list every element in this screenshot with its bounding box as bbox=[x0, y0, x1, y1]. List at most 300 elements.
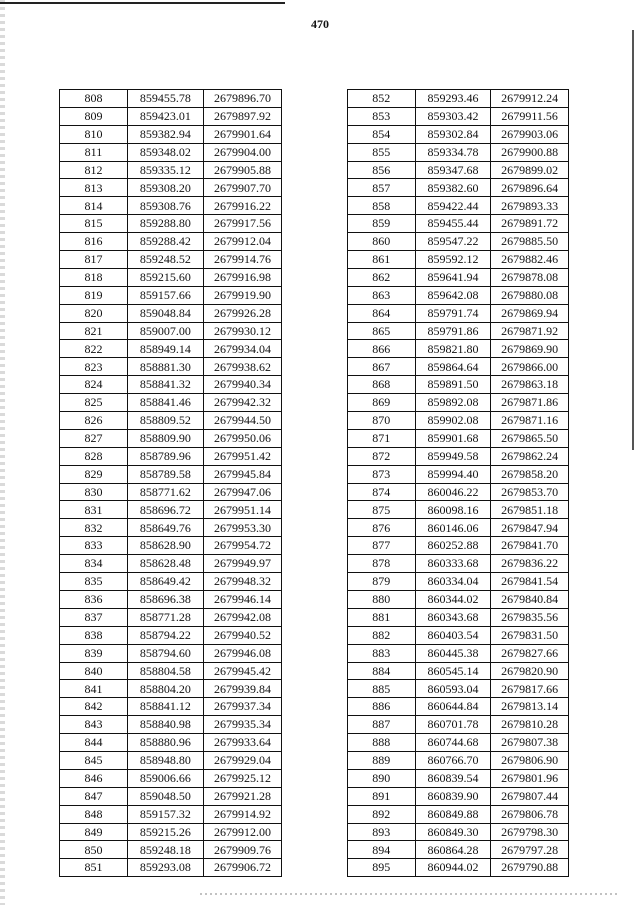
x-coordinate-cell: 858809.90 bbox=[127, 429, 203, 447]
point-number-cell: 840 bbox=[60, 662, 128, 680]
point-number-cell: 864 bbox=[348, 304, 416, 322]
point-number-cell: 844 bbox=[60, 734, 128, 752]
point-number-cell: 859 bbox=[348, 215, 416, 233]
point-number-cell: 815 bbox=[60, 215, 128, 233]
y-coordinate-cell: 2679835.56 bbox=[491, 608, 569, 626]
x-coordinate-cell: 860334.04 bbox=[415, 573, 491, 591]
y-coordinate-cell: 2679853.70 bbox=[491, 483, 569, 501]
y-coordinate-cell: 2679798.30 bbox=[491, 823, 569, 841]
x-coordinate-cell: 859864.64 bbox=[415, 358, 491, 376]
point-number-cell: 842 bbox=[60, 698, 128, 716]
table-row bbox=[60, 215, 282, 233]
point-number-cell: 886 bbox=[348, 698, 416, 716]
table-row bbox=[348, 412, 569, 430]
x-coordinate-cell: 860445.38 bbox=[415, 644, 491, 662]
point-number-cell: 860 bbox=[348, 233, 416, 251]
y-coordinate-cell: 2679878.08 bbox=[491, 268, 569, 286]
table-row bbox=[60, 841, 282, 859]
table-row bbox=[60, 626, 282, 644]
table-row bbox=[60, 734, 282, 752]
table-row bbox=[60, 519, 282, 537]
point-number-cell: 887 bbox=[348, 716, 416, 734]
point-number-cell: 846 bbox=[60, 769, 128, 787]
table-row bbox=[348, 519, 569, 537]
x-coordinate-cell: 859302.84 bbox=[415, 125, 491, 143]
point-number-cell: 888 bbox=[348, 734, 416, 752]
point-number-cell: 818 bbox=[60, 268, 128, 286]
point-number-cell: 829 bbox=[60, 465, 128, 483]
table-row bbox=[60, 680, 282, 698]
y-coordinate-cell: 2679813.14 bbox=[491, 698, 569, 716]
point-number-cell: 853 bbox=[348, 107, 416, 125]
x-coordinate-cell: 860644.84 bbox=[415, 698, 491, 716]
y-coordinate-cell: 2679869.94 bbox=[491, 304, 569, 322]
point-number-cell: 822 bbox=[60, 340, 128, 358]
table-row bbox=[348, 125, 569, 143]
y-coordinate-cell: 2679914.76 bbox=[203, 251, 281, 269]
point-number-cell: 831 bbox=[60, 501, 128, 519]
y-coordinate-cell: 2679866.00 bbox=[491, 358, 569, 376]
y-coordinate-cell: 2679841.70 bbox=[491, 537, 569, 555]
x-coordinate-cell: 860864.28 bbox=[415, 841, 491, 859]
y-coordinate-cell: 2679942.32 bbox=[203, 394, 281, 412]
x-coordinate-cell: 859293.08 bbox=[127, 859, 203, 877]
y-coordinate-cell: 2679917.56 bbox=[203, 215, 281, 233]
x-coordinate-cell: 858881.30 bbox=[127, 358, 203, 376]
y-coordinate-cell: 2679954.72 bbox=[203, 537, 281, 555]
point-number-cell: 830 bbox=[60, 483, 128, 501]
table-row bbox=[348, 805, 569, 823]
table-row bbox=[60, 823, 282, 841]
y-coordinate-cell: 2679905.88 bbox=[203, 161, 281, 179]
point-number-cell: 848 bbox=[60, 805, 128, 823]
point-number-cell: 825 bbox=[60, 394, 128, 412]
table-row bbox=[60, 143, 282, 161]
table-row bbox=[60, 662, 282, 680]
x-coordinate-cell: 858948.80 bbox=[127, 751, 203, 769]
table-row bbox=[348, 680, 569, 698]
x-coordinate-cell: 860849.30 bbox=[415, 823, 491, 841]
scan-bottom-noise bbox=[200, 893, 620, 895]
table-row bbox=[60, 644, 282, 662]
point-number-cell: 819 bbox=[60, 286, 128, 304]
y-coordinate-cell: 2679899.02 bbox=[491, 161, 569, 179]
point-number-cell: 837 bbox=[60, 608, 128, 626]
x-coordinate-cell: 859334.78 bbox=[415, 143, 491, 161]
table-row bbox=[60, 412, 282, 430]
table-row bbox=[348, 268, 569, 286]
x-coordinate-cell: 859423.01 bbox=[127, 107, 203, 125]
x-coordinate-cell: 859048.50 bbox=[127, 787, 203, 805]
x-coordinate-cell: 858649.76 bbox=[127, 519, 203, 537]
table-row bbox=[60, 394, 282, 412]
point-number-cell: 851 bbox=[60, 859, 128, 877]
table-row bbox=[60, 268, 282, 286]
point-number-cell: 828 bbox=[60, 447, 128, 465]
y-coordinate-cell: 2679945.42 bbox=[203, 662, 281, 680]
point-number-cell: 820 bbox=[60, 304, 128, 322]
point-number-cell: 855 bbox=[348, 143, 416, 161]
point-number-cell: 838 bbox=[60, 626, 128, 644]
x-coordinate-cell: 860766.70 bbox=[415, 751, 491, 769]
x-coordinate-cell: 859382.60 bbox=[415, 179, 491, 197]
table-row bbox=[348, 107, 569, 125]
y-coordinate-cell: 2679810.28 bbox=[491, 716, 569, 734]
y-coordinate-cell: 2679925.12 bbox=[203, 769, 281, 787]
point-number-cell: 880 bbox=[348, 590, 416, 608]
table-row bbox=[348, 590, 569, 608]
y-coordinate-cell: 2679912.04 bbox=[203, 233, 281, 251]
x-coordinate-cell: 858804.58 bbox=[127, 662, 203, 680]
y-coordinate-cell: 2679885.50 bbox=[491, 233, 569, 251]
table-row bbox=[60, 859, 282, 877]
table-row bbox=[348, 465, 569, 483]
table-row bbox=[348, 537, 569, 555]
point-number-cell: 884 bbox=[348, 662, 416, 680]
point-number-cell: 872 bbox=[348, 447, 416, 465]
x-coordinate-cell: 859382.94 bbox=[127, 125, 203, 143]
y-coordinate-cell: 2679820.90 bbox=[491, 662, 569, 680]
y-coordinate-cell: 2679851.18 bbox=[491, 501, 569, 519]
y-coordinate-cell: 2679942.08 bbox=[203, 608, 281, 626]
point-number-cell: 869 bbox=[348, 394, 416, 412]
x-coordinate-cell: 859157.66 bbox=[127, 286, 203, 304]
table-row bbox=[60, 107, 282, 125]
point-number-cell: 885 bbox=[348, 680, 416, 698]
x-coordinate-cell: 859902.08 bbox=[415, 412, 491, 430]
x-coordinate-cell: 860252.88 bbox=[415, 537, 491, 555]
y-coordinate-cell: 2679871.86 bbox=[491, 394, 569, 412]
table-row bbox=[348, 429, 569, 447]
y-coordinate-cell: 2679836.22 bbox=[491, 555, 569, 573]
x-coordinate-cell: 858840.98 bbox=[127, 716, 203, 734]
scan-left-edge bbox=[0, 0, 5, 905]
x-coordinate-cell: 860146.06 bbox=[415, 519, 491, 537]
table-row bbox=[60, 376, 282, 394]
y-coordinate-cell: 2679911.56 bbox=[491, 107, 569, 125]
y-coordinate-cell: 2679937.34 bbox=[203, 698, 281, 716]
table-row bbox=[60, 161, 282, 179]
y-coordinate-cell: 2679903.06 bbox=[491, 125, 569, 143]
x-coordinate-cell: 859455.78 bbox=[127, 90, 203, 108]
x-coordinate-cell: 859308.20 bbox=[127, 179, 203, 197]
point-number-cell: 814 bbox=[60, 197, 128, 215]
x-coordinate-cell: 859547.22 bbox=[415, 233, 491, 251]
x-coordinate-cell: 859248.18 bbox=[127, 841, 203, 859]
x-coordinate-cell: 858794.22 bbox=[127, 626, 203, 644]
x-coordinate-cell: 858628.90 bbox=[127, 537, 203, 555]
header-rule bbox=[0, 2, 285, 4]
table-row bbox=[348, 447, 569, 465]
point-number-cell: 863 bbox=[348, 286, 416, 304]
point-number-cell: 889 bbox=[348, 751, 416, 769]
y-coordinate-cell: 2679916.22 bbox=[203, 197, 281, 215]
table-row bbox=[348, 716, 569, 734]
x-coordinate-cell: 860046.22 bbox=[415, 483, 491, 501]
point-number-cell: 823 bbox=[60, 358, 128, 376]
table-row bbox=[348, 573, 569, 591]
table-row bbox=[348, 698, 569, 716]
table-row bbox=[60, 769, 282, 787]
y-coordinate-cell: 2679900.88 bbox=[491, 143, 569, 161]
coordinates-table-left-body bbox=[60, 90, 282, 877]
y-coordinate-cell: 2679940.52 bbox=[203, 626, 281, 644]
point-number-cell: 854 bbox=[348, 125, 416, 143]
point-number-cell: 821 bbox=[60, 322, 128, 340]
table-row bbox=[60, 698, 282, 716]
x-coordinate-cell: 859215.60 bbox=[127, 268, 203, 286]
table-row bbox=[60, 590, 282, 608]
y-coordinate-cell: 2679926.28 bbox=[203, 304, 281, 322]
table-row bbox=[60, 197, 282, 215]
table-row bbox=[348, 501, 569, 519]
point-number-cell: 817 bbox=[60, 251, 128, 269]
point-number-cell: 834 bbox=[60, 555, 128, 573]
y-coordinate-cell: 2679930.12 bbox=[203, 322, 281, 340]
table-row bbox=[60, 429, 282, 447]
table-row bbox=[60, 805, 282, 823]
x-coordinate-cell: 858841.12 bbox=[127, 698, 203, 716]
x-coordinate-cell: 860839.54 bbox=[415, 769, 491, 787]
point-number-cell: 862 bbox=[348, 268, 416, 286]
point-number-cell: 878 bbox=[348, 555, 416, 573]
point-number-cell: 879 bbox=[348, 573, 416, 591]
y-coordinate-cell: 2679907.70 bbox=[203, 179, 281, 197]
point-number-cell: 850 bbox=[60, 841, 128, 859]
y-coordinate-cell: 2679840.84 bbox=[491, 590, 569, 608]
table-row bbox=[348, 376, 569, 394]
coordinates-table-right bbox=[347, 89, 569, 877]
table-row bbox=[348, 644, 569, 662]
x-coordinate-cell: 859891.50 bbox=[415, 376, 491, 394]
point-number-cell: 827 bbox=[60, 429, 128, 447]
point-number-cell: 808 bbox=[60, 90, 128, 108]
x-coordinate-cell: 860593.04 bbox=[415, 680, 491, 698]
y-coordinate-cell: 2679953.30 bbox=[203, 519, 281, 537]
point-number-cell: 881 bbox=[348, 608, 416, 626]
x-coordinate-cell: 859592.12 bbox=[415, 251, 491, 269]
x-coordinate-cell: 859308.76 bbox=[127, 197, 203, 215]
table-row bbox=[60, 608, 282, 626]
point-number-cell: 835 bbox=[60, 573, 128, 591]
x-coordinate-cell: 859994.40 bbox=[415, 465, 491, 483]
point-number-cell: 873 bbox=[348, 465, 416, 483]
x-coordinate-cell: 858628.48 bbox=[127, 555, 203, 573]
point-number-cell: 832 bbox=[60, 519, 128, 537]
x-coordinate-cell: 858771.28 bbox=[127, 608, 203, 626]
point-number-cell: 852 bbox=[348, 90, 416, 108]
y-coordinate-cell: 2679901.64 bbox=[203, 125, 281, 143]
x-coordinate-cell: 860098.16 bbox=[415, 501, 491, 519]
coordinates-table-right-body bbox=[348, 90, 569, 877]
x-coordinate-cell: 858809.52 bbox=[127, 412, 203, 430]
y-coordinate-cell: 2679950.06 bbox=[203, 429, 281, 447]
y-coordinate-cell: 2679806.78 bbox=[491, 805, 569, 823]
x-coordinate-cell: 860744.68 bbox=[415, 734, 491, 752]
y-coordinate-cell: 2679948.32 bbox=[203, 573, 281, 591]
y-coordinate-cell: 2679939.84 bbox=[203, 680, 281, 698]
y-coordinate-cell: 2679817.66 bbox=[491, 680, 569, 698]
point-number-cell: 883 bbox=[348, 644, 416, 662]
x-coordinate-cell: 859303.42 bbox=[415, 107, 491, 125]
y-coordinate-cell: 2679869.90 bbox=[491, 340, 569, 358]
table-row bbox=[348, 179, 569, 197]
table-row bbox=[60, 322, 282, 340]
x-coordinate-cell: 858841.32 bbox=[127, 376, 203, 394]
table-row bbox=[348, 251, 569, 269]
y-coordinate-cell: 2679914.92 bbox=[203, 805, 281, 823]
point-number-cell: 861 bbox=[348, 251, 416, 269]
y-coordinate-cell: 2679904.00 bbox=[203, 143, 281, 161]
y-coordinate-cell: 2679827.66 bbox=[491, 644, 569, 662]
table-row bbox=[60, 447, 282, 465]
x-coordinate-cell: 858771.62 bbox=[127, 483, 203, 501]
x-coordinate-cell: 858880.96 bbox=[127, 734, 203, 752]
y-coordinate-cell: 2679807.38 bbox=[491, 734, 569, 752]
point-number-cell: 875 bbox=[348, 501, 416, 519]
point-number-cell: 843 bbox=[60, 716, 128, 734]
table-row bbox=[60, 233, 282, 251]
table-row bbox=[348, 322, 569, 340]
y-coordinate-cell: 2679882.46 bbox=[491, 251, 569, 269]
point-number-cell: 836 bbox=[60, 590, 128, 608]
y-coordinate-cell: 2679949.97 bbox=[203, 555, 281, 573]
table-row bbox=[60, 555, 282, 573]
coordinates-table-left bbox=[59, 89, 282, 877]
y-coordinate-cell: 2679946.08 bbox=[203, 644, 281, 662]
point-number-cell: 845 bbox=[60, 751, 128, 769]
y-coordinate-cell: 2679944.50 bbox=[203, 412, 281, 430]
y-coordinate-cell: 2679858.20 bbox=[491, 465, 569, 483]
table-row bbox=[60, 304, 282, 322]
y-coordinate-cell: 2679893.33 bbox=[491, 197, 569, 215]
y-coordinate-cell: 2679921.28 bbox=[203, 787, 281, 805]
point-number-cell: 891 bbox=[348, 787, 416, 805]
table-row bbox=[60, 179, 282, 197]
x-coordinate-cell: 860343.68 bbox=[415, 608, 491, 626]
x-coordinate-cell: 860403.54 bbox=[415, 626, 491, 644]
table-row bbox=[348, 751, 569, 769]
y-coordinate-cell: 2679909.76 bbox=[203, 841, 281, 859]
point-number-cell: 892 bbox=[348, 805, 416, 823]
x-coordinate-cell: 860944.02 bbox=[415, 859, 491, 877]
point-number-cell: 857 bbox=[348, 179, 416, 197]
table-row bbox=[348, 197, 569, 215]
x-coordinate-cell: 859248.52 bbox=[127, 251, 203, 269]
table-row bbox=[60, 90, 282, 108]
table-row bbox=[60, 501, 282, 519]
table-row bbox=[60, 286, 282, 304]
y-coordinate-cell: 2679880.08 bbox=[491, 286, 569, 304]
x-coordinate-cell: 858794.60 bbox=[127, 644, 203, 662]
y-coordinate-cell: 2679906.72 bbox=[203, 859, 281, 877]
y-coordinate-cell: 2679951.42 bbox=[203, 447, 281, 465]
y-coordinate-cell: 2679897.92 bbox=[203, 107, 281, 125]
table-row bbox=[348, 841, 569, 859]
table-row bbox=[348, 233, 569, 251]
y-coordinate-cell: 2679935.34 bbox=[203, 716, 281, 734]
y-coordinate-cell: 2679896.64 bbox=[491, 179, 569, 197]
scan-right-edge bbox=[632, 30, 634, 450]
y-coordinate-cell: 2679916.98 bbox=[203, 268, 281, 286]
table-row bbox=[60, 340, 282, 358]
y-coordinate-cell: 2679801.96 bbox=[491, 769, 569, 787]
point-number-cell: 833 bbox=[60, 537, 128, 555]
y-coordinate-cell: 2679797.28 bbox=[491, 841, 569, 859]
y-coordinate-cell: 2679934.04 bbox=[203, 340, 281, 358]
y-coordinate-cell: 2679863.18 bbox=[491, 376, 569, 394]
y-coordinate-cell: 2679807.44 bbox=[491, 787, 569, 805]
y-coordinate-cell: 2679862.24 bbox=[491, 447, 569, 465]
table-row bbox=[60, 251, 282, 269]
table-row bbox=[348, 394, 569, 412]
point-number-cell: 894 bbox=[348, 841, 416, 859]
y-coordinate-cell: 2679847.94 bbox=[491, 519, 569, 537]
y-coordinate-cell: 2679896.70 bbox=[203, 90, 281, 108]
table-row bbox=[348, 161, 569, 179]
y-coordinate-cell: 2679946.14 bbox=[203, 590, 281, 608]
x-coordinate-cell: 858841.46 bbox=[127, 394, 203, 412]
table-row bbox=[348, 286, 569, 304]
table-row bbox=[348, 859, 569, 877]
y-coordinate-cell: 2679831.50 bbox=[491, 626, 569, 644]
table-row bbox=[60, 537, 282, 555]
y-coordinate-cell: 2679940.34 bbox=[203, 376, 281, 394]
x-coordinate-cell: 859157.32 bbox=[127, 805, 203, 823]
x-coordinate-cell: 860839.90 bbox=[415, 787, 491, 805]
table-row bbox=[348, 626, 569, 644]
table-row bbox=[348, 662, 569, 680]
x-coordinate-cell: 859949.58 bbox=[415, 447, 491, 465]
x-coordinate-cell: 859215.26 bbox=[127, 823, 203, 841]
x-coordinate-cell: 859892.08 bbox=[415, 394, 491, 412]
x-coordinate-cell: 859791.74 bbox=[415, 304, 491, 322]
y-coordinate-cell: 2679938.62 bbox=[203, 358, 281, 376]
y-coordinate-cell: 2679919.90 bbox=[203, 286, 281, 304]
x-coordinate-cell: 859455.44 bbox=[415, 215, 491, 233]
y-coordinate-cell: 2679947.06 bbox=[203, 483, 281, 501]
point-number-cell: 871 bbox=[348, 429, 416, 447]
x-coordinate-cell: 858789.58 bbox=[127, 465, 203, 483]
x-coordinate-cell: 860344.02 bbox=[415, 590, 491, 608]
point-number-cell: 812 bbox=[60, 161, 128, 179]
point-number-cell: 868 bbox=[348, 376, 416, 394]
table-row bbox=[348, 734, 569, 752]
point-number-cell: 893 bbox=[348, 823, 416, 841]
x-coordinate-cell: 858949.14 bbox=[127, 340, 203, 358]
x-coordinate-cell: 859821.80 bbox=[415, 340, 491, 358]
point-number-cell: 824 bbox=[60, 376, 128, 394]
point-number-cell: 849 bbox=[60, 823, 128, 841]
table-row bbox=[348, 143, 569, 161]
x-coordinate-cell: 860849.88 bbox=[415, 805, 491, 823]
x-coordinate-cell: 859901.68 bbox=[415, 429, 491, 447]
x-coordinate-cell: 859007.00 bbox=[127, 322, 203, 340]
y-coordinate-cell: 2679871.16 bbox=[491, 412, 569, 430]
point-number-cell: 813 bbox=[60, 179, 128, 197]
table-row bbox=[348, 358, 569, 376]
y-coordinate-cell: 2679951.14 bbox=[203, 501, 281, 519]
y-coordinate-cell: 2679865.50 bbox=[491, 429, 569, 447]
point-number-cell: 811 bbox=[60, 143, 128, 161]
x-coordinate-cell: 859791.86 bbox=[415, 322, 491, 340]
y-coordinate-cell: 2679929.04 bbox=[203, 751, 281, 769]
point-number-cell: 876 bbox=[348, 519, 416, 537]
table-row bbox=[348, 823, 569, 841]
x-coordinate-cell: 858649.42 bbox=[127, 573, 203, 591]
x-coordinate-cell: 859288.42 bbox=[127, 233, 203, 251]
y-coordinate-cell: 2679945.84 bbox=[203, 465, 281, 483]
